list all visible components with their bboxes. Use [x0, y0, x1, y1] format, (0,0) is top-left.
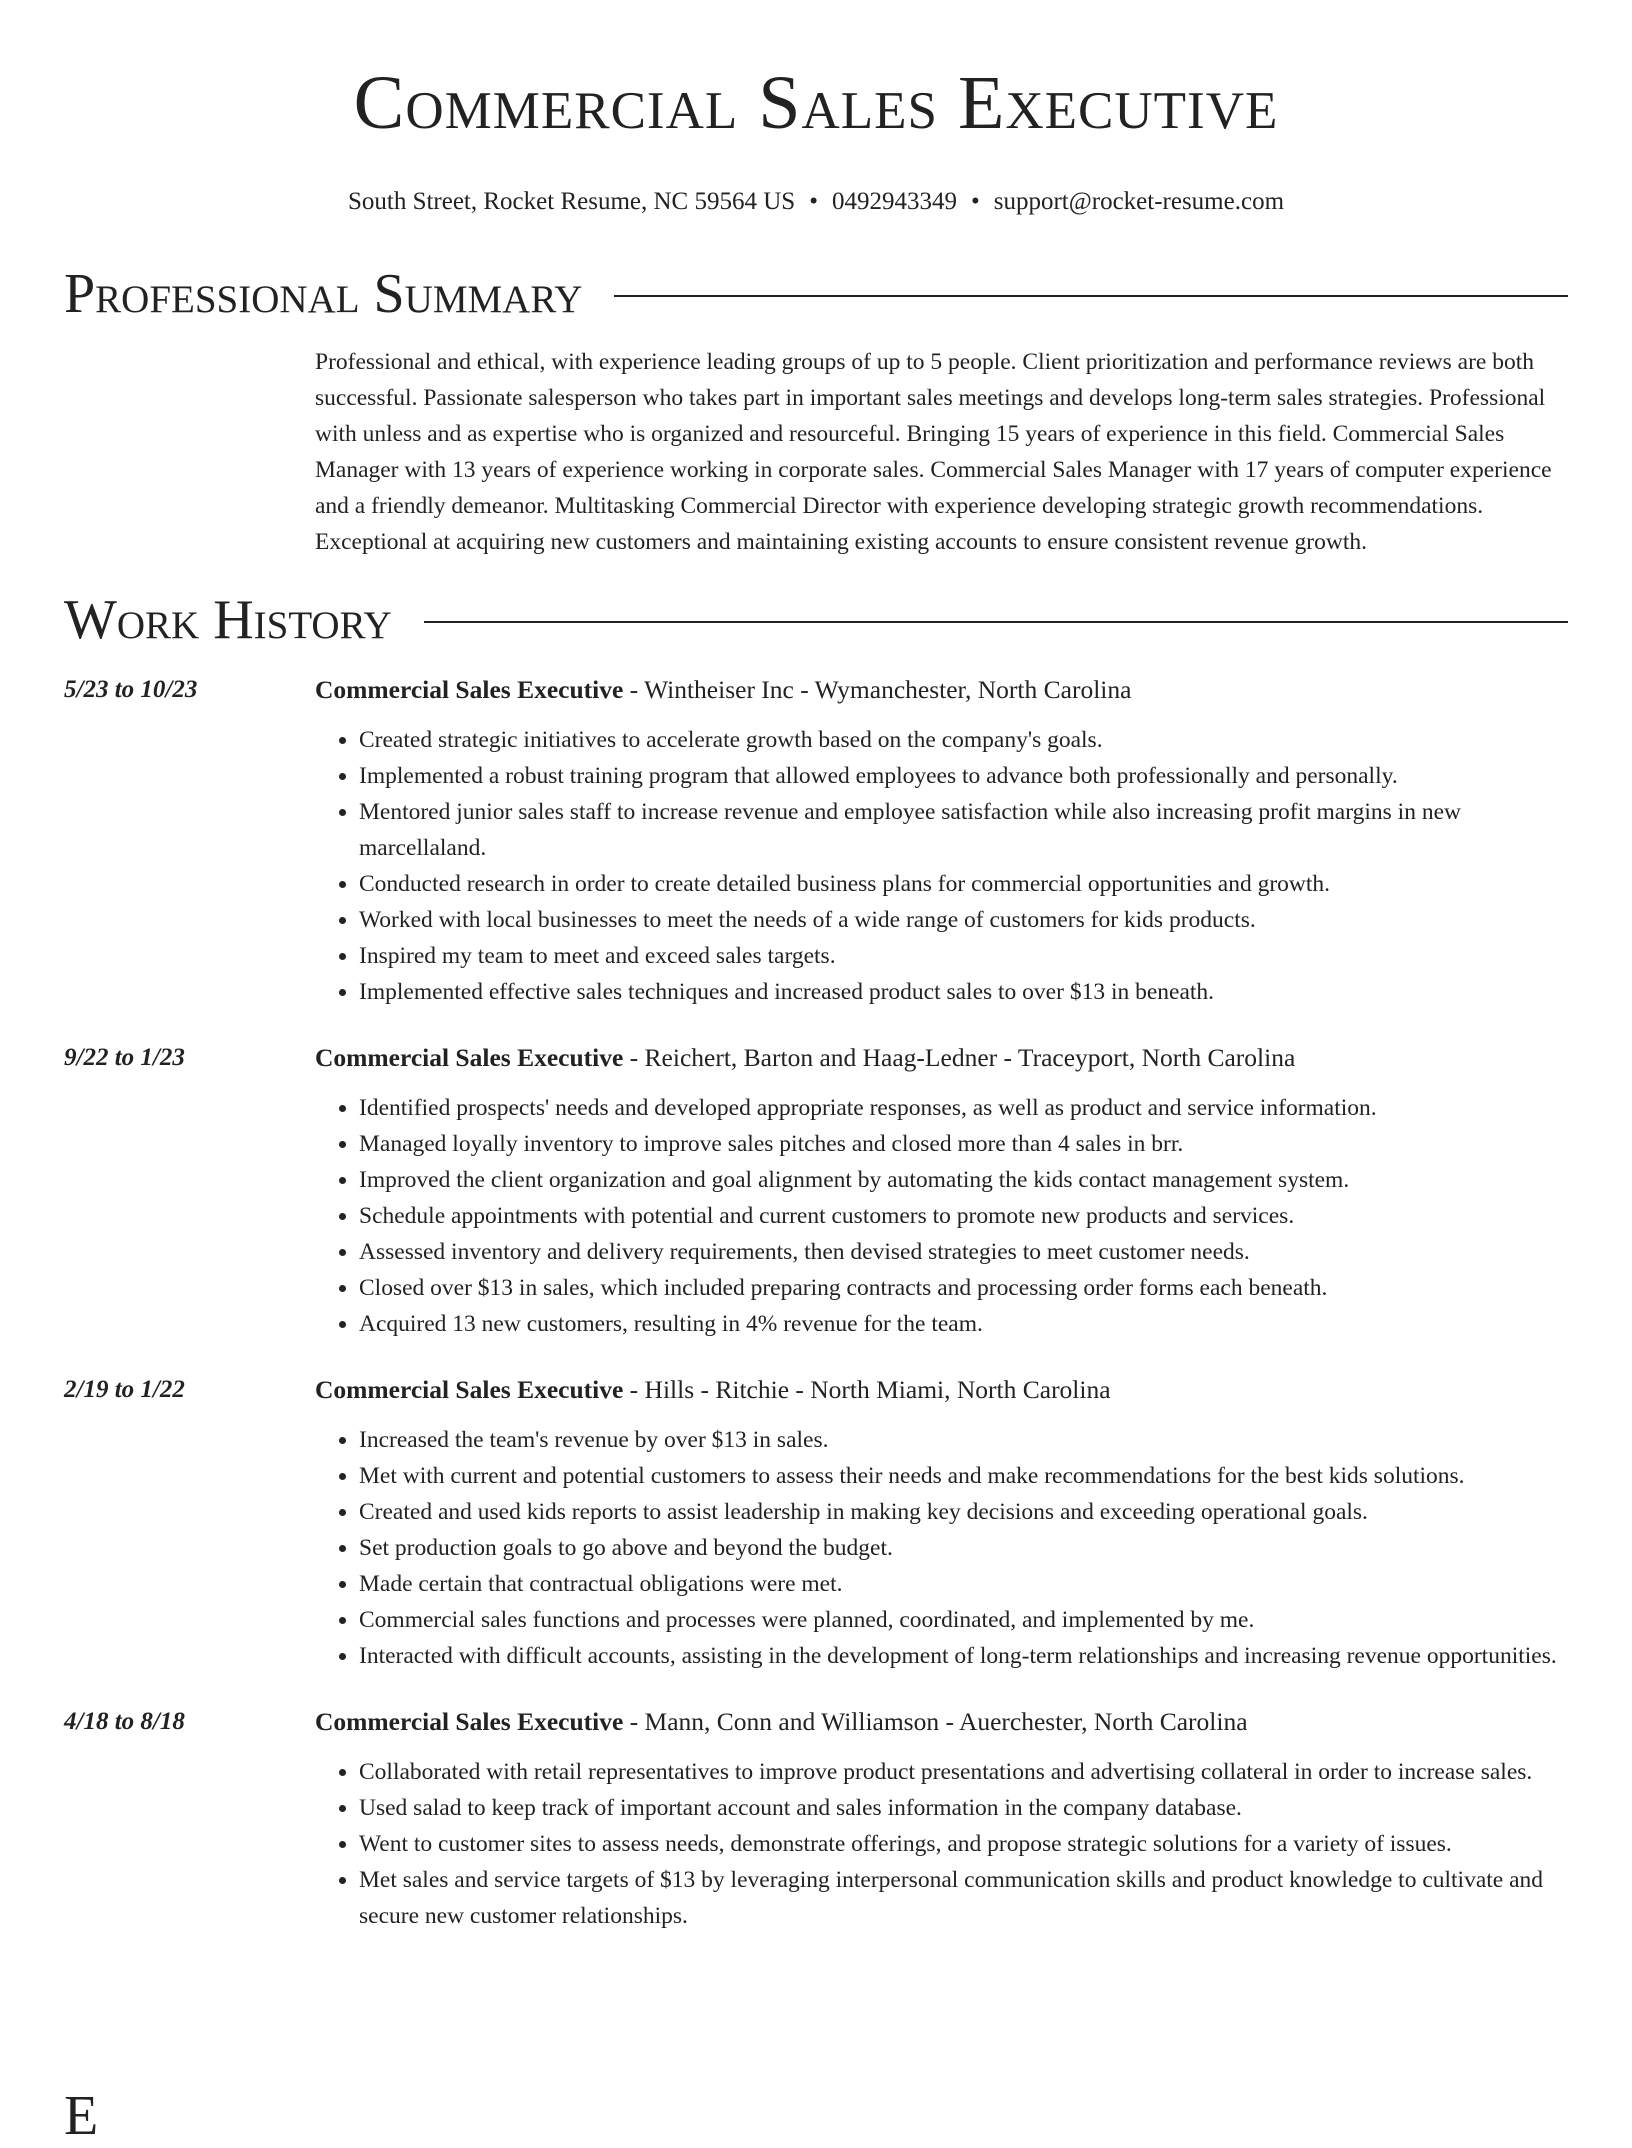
job-bullet: • Conducted research in order to create detailed business plans for commercial opportunities and growth.	[359, 866, 1568, 902]
job-bullet: • Inspired my team to meet and exceed sales targets.	[359, 938, 1568, 974]
job-title: Commercial Sales Executive	[315, 1043, 624, 1072]
job-dates: 5/23 to 10/23	[64, 676, 198, 703]
contact-email: support@rocket-resume.com	[993, 188, 1285, 215]
job-dates: 9/22 to 1/23	[64, 1044, 185, 1071]
job-body	[315, 672, 1568, 1010]
job-bullet: • Improved the client organization and goal alignment by automating the kids contact management system.	[359, 1162, 1568, 1198]
job-employer-location: - Hills - Ritchie - North Miami, North Carolina	[623, 1375, 1111, 1404]
bullet-separator: •	[809, 188, 818, 215]
contact-address: South Street, Rocket Resume, NC 59564 US	[347, 188, 796, 215]
job-bullet: • Interacted with difficult accounts, assisting in the development of long-term relationships and increasing revenue opportunities.	[359, 1638, 1568, 1674]
job-bullet: • Managed loyally inventory to improve sales pitches and closed more than 4 sales in brr.	[359, 1126, 1568, 1162]
job-body	[315, 1372, 1568, 1674]
job-employer-location: - Mann, Conn and Williamson - Auerchester, North Carolina	[623, 1707, 1248, 1736]
job-entry	[64, 1704, 1568, 1934]
job-bullet: • Acquired 13 new customers, resulting in 4% revenue for the team.	[359, 1306, 1568, 1342]
job-entry	[64, 1372, 1568, 1674]
job-bullet: • Worked with local businesses to meet the needs of a wide range of customers for kids products.	[359, 902, 1568, 938]
job-bullet-list	[315, 722, 1568, 1010]
job-bullet: • Made certain that contractual obligations were met.	[359, 1566, 1568, 1602]
education-heading-partial: E	[64, 2085, 99, 2147]
job-dates: 4/18 to 8/18	[64, 1708, 185, 1735]
job-heading	[315, 1704, 1568, 1740]
job-bullet: • Increased the team's revenue by over $13 in sales.	[359, 1422, 1568, 1458]
job-entry	[64, 672, 1568, 1010]
job-dates: 2/19 to 1/22	[64, 1376, 185, 1403]
job-bullet: • Met sales and service targets of $13 by leveraging interpersonal communication skills and product knowledge to cultivate and secure new customer relationships.	[359, 1862, 1568, 1934]
job-body	[315, 1704, 1568, 1934]
job-bullet: • Met with current and potential customers to assess their needs and make recommendations for the best kids solutions.	[359, 1458, 1568, 1494]
job-bullet: • Closed over $13 in sales, which included preparing contracts and processing order forms each beneath.	[359, 1270, 1568, 1306]
summary-section-header	[64, 262, 1568, 326]
section-divider	[614, 295, 1568, 297]
job-title: Commercial Sales Executive	[315, 675, 624, 704]
job-bullet-list	[315, 1422, 1568, 1674]
summary-text: Professional and ethical, with experience leading groups of up to 5 people. Client prioritization and performance reviews are both successful. Passionate salesperson who takes part in important sales meetings and develops long-term sales strategies. Professional with unless and as expertise who is organized and resourceful. Bringing 15 years of experience in this field. Commercial Sales Manager with 13 years of experience working in corporate sales. Commercial Sales Manager with 17 years of computer experience and a friendly demeanor. Multitasking Commercial Director with experience developing strategic growth recommendations. Exceptional at acquiring new customers and maintaining existing accounts to ensure consistent revenue growth.	[315, 349, 1552, 555]
section-divider	[424, 621, 1568, 623]
job-bullet: • Identified prospects' needs and developed appropriate responses, as well as product and service information.	[359, 1090, 1568, 1126]
job-bullet: • Schedule appointments with potential and current customers to promote new products and services.	[359, 1198, 1568, 1234]
work-history-list	[64, 672, 1568, 1934]
job-bullet: • Implemented effective sales techniques and increased product sales to over $13 in beneath.	[359, 974, 1568, 1010]
job-body	[315, 1040, 1568, 1342]
candidate-name: Commercial Sales Executive	[353, 61, 1279, 145]
job-entry	[64, 1040, 1568, 1342]
job-bullet: • Mentored junior sales staff to increase revenue and employee satisfaction while also increasing profit margins in new marcellaland.	[359, 794, 1568, 866]
job-bullet: • Collaborated with retail representatives to improve product presentations and advertising collateral in order to increase sales.	[359, 1754, 1568, 1790]
job-bullet: • Assessed inventory and delivery requirements, then devised strategies to meet customer needs.	[359, 1234, 1568, 1270]
job-title: Commercial Sales Executive	[315, 1707, 624, 1736]
work-heading: Work History	[64, 589, 392, 651]
job-bullet: • Went to customer sites to assess needs, demonstrate offerings, and propose strategic solutions for a variety of issues.	[359, 1826, 1568, 1862]
job-employer-location: - Wintheiser Inc - Wymanchester, North Carolina	[623, 675, 1132, 704]
job-bullet: • Created strategic initiatives to accelerate growth based on the company's goals.	[359, 722, 1568, 758]
job-heading	[315, 1372, 1568, 1408]
summary-heading: Professional Summary	[64, 263, 583, 325]
job-bullet: • Set production goals to go above and beyond the budget.	[359, 1530, 1568, 1566]
job-heading	[315, 1040, 1568, 1076]
job-bullet: • Used salad to keep track of important account and sales information in the company database.	[359, 1790, 1568, 1826]
job-employer-location: - Reichert, Barton and Haag-Ledner - Traceyport, North Carolina	[623, 1043, 1296, 1072]
job-heading	[315, 672, 1568, 708]
job-bullet-list	[315, 1090, 1568, 1342]
job-bullet: • Implemented a robust training program that allowed employees to advance both professionally and personally.	[359, 758, 1568, 794]
contact-phone: 0492943349	[831, 188, 957, 215]
work-section-header	[64, 588, 1568, 652]
job-bullet-list	[315, 1754, 1568, 1934]
bullet-separator: •	[970, 188, 980, 215]
job-title: Commercial Sales Executive	[315, 1375, 624, 1404]
job-bullet: • Created and used kids reports to assist leadership in making key decisions and exceeding operational goals.	[359, 1494, 1568, 1530]
job-bullet: • Commercial sales functions and processes were planned, coordinated, and implemented by me.	[359, 1602, 1568, 1638]
contact-line	[64, 186, 1568, 218]
